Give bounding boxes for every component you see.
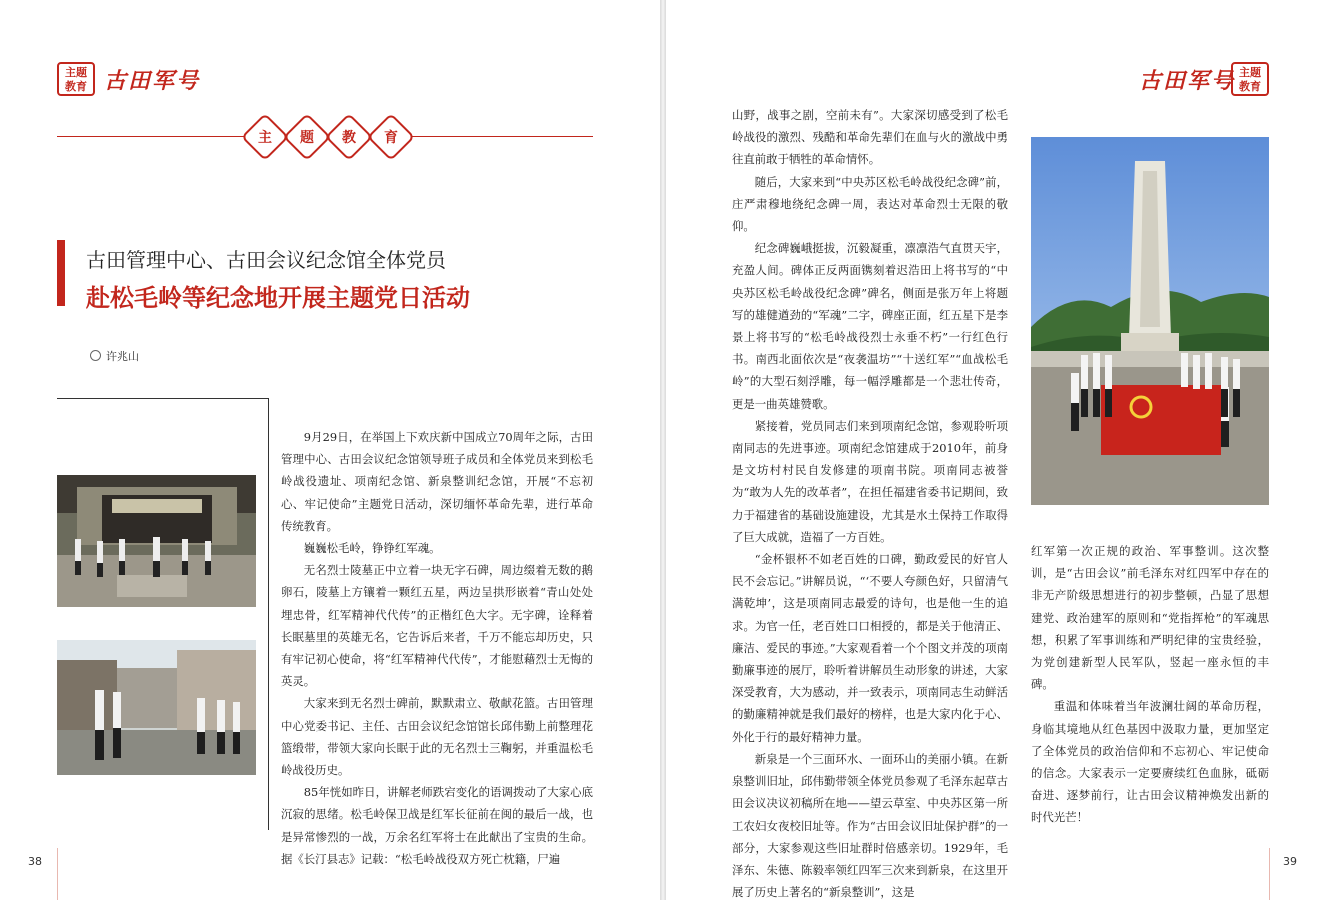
seal-line-1: 主题	[1239, 66, 1261, 79]
article-title-line-2: 赴松毛岭等纪念地开展主题党日活动	[86, 284, 470, 312]
paragraph: 9月29日，在举国上下欢庆新中国成立70周年之际，古田管理中心、古田会议纪念馆领导班子成员和全体党员来到松毛岭战役遗址、项南纪念馆、新泉整训纪念馆，开展“不忘初心、牢记使命”主题党日活动，深切缅怀革命先辈，进行革命传统教育。	[281, 430, 593, 533]
paragraph: 85年恍如昨日，讲解老师跌宕变化的语调拨动了大家心底沉寂的思绪。松毛岭保卫战是红军长征前在闽的最后一战，也是异常惨烈的一战，万余名红军将士在此献出了宝贵的生命。据《长汀县志》记载：“松毛岭战役双方死亡枕籍，尸遍	[281, 785, 593, 866]
paragraph: 紧接着，党员同志们来到项南纪念馆，参观聆听项南同志的先进事迹。项南纪念馆建成于2010年，前身是文坊村村民自发修建的项南书院。项南同志被誉为“敢为人先的改革者”，在担任福建省委书记期间，致力于福建省的基础设施建设，尤其是水土保持工作取得了巨大成就，造福了一方百姓。	[732, 418, 1008, 544]
paragraph: 山野，战事之剧，空前未有”。大家深切感受到了松毛岭战役的激烈、残酷和革命先辈们在血与火的激战中勇往直前敢于牺牲的革命情怀。	[732, 108, 1008, 167]
byline	[90, 348, 139, 364]
paragraph: “金杯银杯不如老百姓的口碑，勤政爱民的好官人民不会忘记。”讲解员说，“‘不要人夸颜色好，只留清气满乾坤’，这是项南同志最爱的诗句，也是他一生的追求。为官一任，老百姓口口相授的，都是关于他清正、廉洁、爱民的事迹。”大家观看着一个个图文并茂的项南勤廉事迹的展厅，聆听着讲解员生动形象的讲述，大家深受教育，大为感动，并一致表示，项南同志生动鲜活的勤廉精神就是我们最好的榜样，也是大家内化于心、外化于行的最好精神力量。	[732, 552, 1008, 744]
divider-horizontal	[57, 398, 268, 399]
author-name: 许兆山	[106, 350, 139, 363]
paragraph: 无名烈士陵墓正中立着一块无字石碑，周边缀着无数的鹅卵石，陵墓上方镶着一颗红五星，两边呈拱形嵌着“青山处处埋忠骨，红军精神代代传”的正楷红色大字。无字碑，诠释着长眠墓里的英雄无名，它告诉后来者，千万不能忘却历史，只有牢记初心使命，将“红军精神代代传”，才能慰藉烈士无悔的英灵。	[281, 563, 593, 689]
paragraph: 重温和体味着当年波澜壮阔的革命历程，身临其境地从红色基因中汲取力量，更加坚定了全体党员的政治信仰和不忘初心、牢记使命的信念。大家表示一定要赓续红色血脉，砥砺奋进、逐梦前行，让古田会议精神焕发出新的时代光芒！	[1031, 699, 1269, 825]
page-number-rule	[57, 848, 58, 900]
section-tag: 题	[283, 113, 331, 161]
section-tag: 主	[241, 113, 289, 161]
right-text-column	[1031, 540, 1269, 829]
photo-village-street	[57, 640, 256, 775]
theme-education-seal	[57, 62, 95, 96]
section-tag: 育	[367, 113, 415, 161]
brand-logo: 古田军号	[104, 68, 201, 94]
right-page	[666, 0, 1326, 900]
paragraph: 新泉是一个三面环水、一面环山的美丽小镇。在新泉整训旧址，邱伟勤带领全体党员参观了毛泽东起草古田会议决议初稿所在地——望云草室、中央苏区第一所工农妇女夜校旧址等。作为“古田会议旧址保护群”的一部分，大家参观这些旧址群时倍感亲切。1929年，毛泽东、朱德、陈毅率领红四军三次来到新泉，在这里开展了历史上著名的“新泉整训”，这是	[732, 751, 1008, 900]
left-page	[0, 0, 660, 900]
bullet-icon	[90, 350, 101, 361]
paragraph: 大家来到无名烈士碑前，默默肃立、敬献花篮。古田管理中心党委书记、主任、古田会议纪念馆馆长邱伟勤上前整理花篮缎带，带领大家向长眠于此的无名烈士三鞠躬，并重温松毛岭战役历史。	[281, 696, 593, 778]
brand-logo: 古田军号	[1139, 68, 1236, 94]
page-number-right: 39	[1283, 855, 1297, 868]
seal-line-2: 教育	[65, 80, 87, 93]
article-title-line-1: 古田管理中心、古田会议纪念馆全体党员	[86, 248, 446, 272]
middle-text-column	[732, 104, 1008, 903]
theme-education-seal	[1231, 62, 1269, 96]
seal-line-2: 教育	[1239, 80, 1261, 93]
title-accent-bar	[57, 240, 65, 306]
section-tags	[248, 120, 408, 154]
page-number-left: 38	[28, 855, 42, 868]
photo-memorial-hall	[57, 475, 256, 607]
paragraph: 随后，大家来到“中央苏区松毛岭战役纪念碑”前，庄严肃穆地绕纪念碑一周，表达对革命烈士无限的敬仰。	[732, 174, 1008, 234]
photo-monument-group	[1031, 137, 1269, 505]
section-tag: 教	[325, 113, 373, 161]
divider-vertical	[268, 398, 269, 830]
page-number-rule	[1269, 848, 1270, 900]
paragraph: 纪念碑巍峨挺拔，沉毅凝重，凛凛浩气直贯天宇，充盈人间。碑体正反两面镌刻着迟浩田上将书写的“中央苏区松毛岭战役纪念碑”碑名，侧面是张万年上将题写的雄健遒劲的“军魂”二字，碑座正面，红五星下是李景上将书写的“松毛岭战役烈士永垂不朽”一行红色行书。南西北面依次是“夜袭温坊”“十送红军”“血战松毛岭”的大型石刻浮雕，每一幅浮雕都是一个悲壮传奇，更是一曲英雄赞歌。	[732, 241, 1008, 411]
paragraph: 巍巍松毛岭，铮铮红军魂。	[303, 541, 441, 556]
seal-line-1: 主题	[65, 66, 87, 79]
paragraph: 红军第一次正规的政治、军事整训。这次整训，是“古田会议”前毛泽东对红四军中存在的非无产阶级思想进行的初步整顿，凸显了思想建党、政治建军的原则和“党指挥枪”的军魂思想，积累了军事训练和严明纪律的宝贵经验，为党创建新型人民军队，竖起一座永恒的丰碑。	[1031, 544, 1269, 692]
left-text-column	[281, 426, 593, 870]
